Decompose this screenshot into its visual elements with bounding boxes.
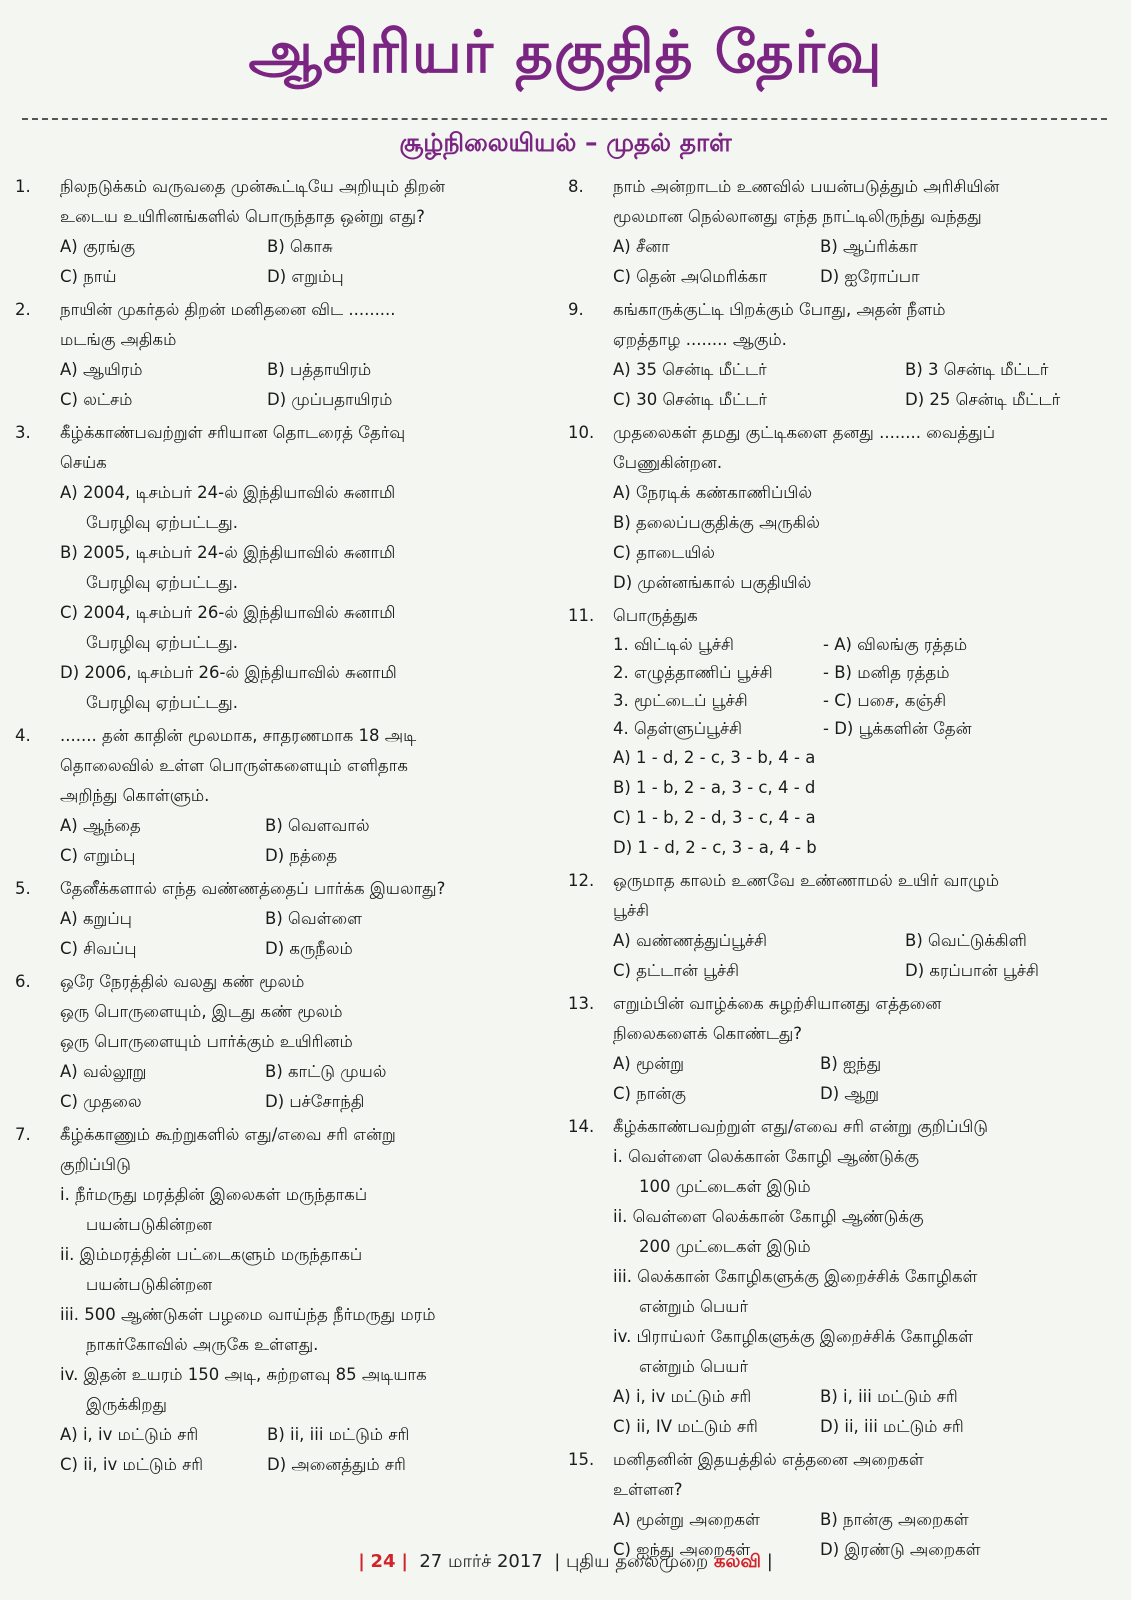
match-row xyxy=(613,715,1108,743)
subject-heading: சூழ்நிலையியல் – முதல் தாள் xyxy=(399,128,732,157)
answer-option: A) நேரடிக் கண்காணிப்பில் xyxy=(613,483,813,502)
answer-option: A) கறுப்பு xyxy=(60,909,132,928)
question-text-line: நிலைகளைக் கொண்டது? xyxy=(613,1024,803,1043)
question-body xyxy=(613,295,1108,415)
option-row xyxy=(613,262,1108,292)
answer-option-cont: பேரழிவு ஏற்பட்டது. xyxy=(86,573,238,592)
answer-option: A) வண்ணத்துப்பூச்சி xyxy=(613,931,768,950)
answer-option: B) 2005, டிசம்பர் 24-ல் இந்தியாவில் சுனாமி xyxy=(60,543,396,562)
answer-option-cont: பேரழிவு ஏற்பட்டது. xyxy=(86,693,238,712)
answer-option: D) கருநீலம் xyxy=(265,939,353,958)
question-text-line: மூலமான நெல்லானது எந்த நாட்டிலிருந்து வந்தது xyxy=(613,207,982,226)
question-text-line: மடங்கு அதிகம் xyxy=(60,330,177,349)
answer-option: B) 3 சென்டி மீட்டர் xyxy=(905,360,1049,379)
answer-option: D) எறும்பு xyxy=(267,267,344,286)
question-body xyxy=(60,721,555,871)
question-text-line: நாயின் முகர்தல் திறன் மனிதனை விட ......... xyxy=(60,300,396,319)
question-body xyxy=(60,172,555,292)
option-row xyxy=(60,841,555,871)
answer-option: D) ஆறு xyxy=(820,1084,880,1103)
answer-option: B) i, iii மட்டும் சரி xyxy=(820,1387,958,1406)
question-block xyxy=(568,866,1108,986)
option-row xyxy=(613,1049,1108,1079)
answer-option: A) மூன்று xyxy=(613,1054,685,1073)
question-block xyxy=(15,1120,555,1480)
answer-option: C) நான்கு xyxy=(613,1084,686,1103)
statement-line-cont: என்றும் பெயர் xyxy=(639,1357,749,1376)
question-number: 8. xyxy=(568,177,584,196)
question-text-line: செய்க xyxy=(60,453,107,472)
option-row xyxy=(60,1087,555,1117)
answer-option: D) 2006, டிசம்பர் 26-ல் இந்தியாவில் சுனாமி xyxy=(60,663,397,682)
statement-line-cont: பயன்படுகின்றன xyxy=(86,1275,213,1294)
answer-option: C) தாடையில் xyxy=(613,543,715,562)
answer-option: D) முப்பதாயிரம் xyxy=(267,390,393,409)
answer-option: A) சீனா xyxy=(613,237,670,256)
question-number: 3. xyxy=(15,423,31,442)
publication-name: புதிய தலைமுறை xyxy=(566,1551,709,1572)
question-number: 4. xyxy=(15,726,31,745)
question-text-line: நிலநடுக்கம் வருவதை முன்கூட்டியே அறியும் திறன் xyxy=(60,177,445,196)
question-block xyxy=(568,418,1108,598)
statement-line-cont: என்றும் பெயர் xyxy=(639,1297,749,1316)
answer-option: C) 2004, டிசம்பர் 26-ல் இந்தியாவில் சுனாமி xyxy=(60,603,396,622)
answer-option: C) தட்டான் பூச்சி xyxy=(613,961,740,980)
question-text-line: கீழ்க்காண்பவற்றுள் எது/எவை சரி என்று குறிப்பிடு xyxy=(613,1117,989,1136)
question-body xyxy=(60,295,555,415)
question-block xyxy=(568,172,1108,292)
statement-line-cont: நாகர்கோவில் அருகே உள்ளது. xyxy=(86,1335,319,1354)
option-row xyxy=(613,1382,1108,1412)
match-left: 3. மூட்டைப் பூச்சி xyxy=(613,691,748,710)
left-column xyxy=(15,172,555,1483)
question-number: 11. xyxy=(568,606,595,625)
answer-option: C) ii, IV மட்டும் சரி xyxy=(613,1417,758,1436)
option-row xyxy=(60,934,555,964)
question-body xyxy=(613,866,1108,986)
question-number: 15. xyxy=(568,1450,595,1469)
question-body xyxy=(613,418,1108,598)
question-number: 6. xyxy=(15,972,31,991)
question-number: 13. xyxy=(568,994,595,1013)
question-body xyxy=(60,418,555,718)
answer-option: A) 35 சென்டி மீட்டர் xyxy=(613,360,767,379)
answer-option: C) எறும்பு xyxy=(60,846,136,865)
match-left: 4. தெள்ளுப்பூச்சி xyxy=(613,719,743,738)
answer-option: C) தென் அமெரிக்கா xyxy=(613,267,768,286)
answer-option: C) ஐந்து அறைகள் xyxy=(613,1540,751,1559)
question-text-line: நாம் அன்றாடம் உணவில் பயன்படுத்தும் அரிசியின் xyxy=(613,177,1000,196)
page-number: 24 xyxy=(370,1551,396,1572)
answer-option: A) 2004, டிசம்பர் 24-ல் இந்தியாவில் சுனாமி xyxy=(60,483,396,502)
issue-date: 27 மார்ச் 2017 xyxy=(419,1551,543,1572)
question-text-line: பொருத்துக xyxy=(613,606,698,625)
answer-option: A) i, iv மட்டும் சரி xyxy=(613,1387,752,1406)
answer-option: A) வல்லூறு xyxy=(60,1062,147,1081)
page-title: ஆசிரியர் தகுதித் தேர்வு xyxy=(248,18,883,86)
answer-option: D) ஐரோப்பா xyxy=(820,267,920,286)
right-column xyxy=(568,172,1108,1568)
statement-line-cont: பயன்படுகின்றன xyxy=(86,1215,213,1234)
question-number: 9. xyxy=(568,300,584,319)
answer-option: B) ஆப்ரிக்கா xyxy=(820,237,918,256)
question-text-line: உடைய உயிரினங்களில் பொருந்தாத ஒன்று எது? xyxy=(60,207,425,226)
question-text-line: ஒரு பொருளையும் பார்க்கும் உயிரினம் xyxy=(60,1032,353,1051)
answer-option: C) முதலை xyxy=(60,1092,142,1111)
question-text-line: உள்ளன? xyxy=(613,1480,683,1499)
option-row xyxy=(613,355,1108,385)
dashed-divider xyxy=(22,118,1107,120)
question-text-line: ஒரு பொருளையும், இடது கண் மூலம் xyxy=(60,1002,343,1021)
answer-option: B) காட்டு முயல் xyxy=(265,1062,387,1081)
statement-line-cont: இருக்கிறது xyxy=(86,1395,167,1414)
question-text-line: ஒரே நேரத்தில் வலது கண் மூலம் xyxy=(60,972,305,991)
answer-option: B) 1 - b, 2 - a, 3 - c, 4 - d xyxy=(613,778,816,797)
match-right: - D) பூக்களின் தேன் xyxy=(823,719,972,738)
answer-option: A) i, iv மட்டும் சரி xyxy=(60,1425,199,1444)
option-row xyxy=(60,385,555,415)
question-text-line: மனிதனின் இதயத்தில் எத்தனை அறைகள் xyxy=(613,1450,924,1469)
question-number: 7. xyxy=(15,1125,31,1144)
question-number: 5. xyxy=(15,879,31,898)
statement-line: iv. பிராய்லர் கோழிகளுக்கு இறைச்சிக் கோழிகள் xyxy=(613,1327,974,1346)
option-row xyxy=(60,262,555,292)
question-block xyxy=(568,989,1108,1109)
question-block xyxy=(568,295,1108,415)
statement-line: i. நீர்மருது மரத்தின் இலைகள் மருந்தாகப் xyxy=(60,1185,368,1204)
answer-option-cont: பேரழிவு ஏற்பட்டது. xyxy=(86,513,238,532)
question-body xyxy=(613,1445,1108,1565)
question-text-line: கங்காருக்குட்டி பிறக்கும் போது, அதன் நீளம் xyxy=(613,300,946,319)
question-text-line: கீழ்க்காண்பவற்றுள் சரியான தொடரைத் தேர்வு xyxy=(60,423,406,442)
question-body xyxy=(613,172,1108,292)
answer-option: D) பச்சோந்தி xyxy=(265,1092,365,1111)
statement-line: iv. இதன் உயரம் 150 அடி, சுற்றளவு 85 அடியாக xyxy=(60,1365,427,1384)
answer-option: A) மூன்று அறைகள் xyxy=(613,1510,760,1529)
option-row xyxy=(60,1057,555,1087)
question-block xyxy=(15,295,555,415)
statement-line: i. வெள்ளை லெக்கான் கோழி ஆண்டுக்கு xyxy=(613,1147,919,1166)
match-right: - A) விலங்கு ரத்தம் xyxy=(823,635,968,654)
option-row xyxy=(613,385,1108,415)
answer-option: B) ஐந்து xyxy=(820,1054,882,1073)
question-block xyxy=(568,1112,1108,1442)
answer-option: D) 25 சென்டி மீட்டர் xyxy=(905,390,1061,409)
question-body xyxy=(60,1120,555,1480)
question-text-line: எறும்பின் வாழ்க்கை சுழற்சியானது எத்தனை xyxy=(613,994,942,1013)
answer-option: A) குரங்கு xyxy=(60,237,136,256)
option-row xyxy=(613,232,1108,262)
answer-option: B) ii, iii மட்டும் சரி xyxy=(267,1425,410,1444)
footer: | 24 | 27 மார்ச் 2017 | புதிய தலைமுறை கல்வி | xyxy=(358,1551,773,1572)
question-number: 10. xyxy=(568,423,595,442)
question-body xyxy=(613,1112,1108,1442)
match-right: - B) மனித ரத்தம் xyxy=(823,663,950,682)
question-text-line: அறிந்து கொள்ளும். xyxy=(60,786,210,805)
question-number: 12. xyxy=(568,871,595,890)
question-text-line: ....... தன் காதின் மூலமாக, சாதரணமாக 18 அடி xyxy=(60,726,417,745)
answer-option: D) அனைத்தும் சரி xyxy=(267,1455,406,1474)
question-block xyxy=(15,967,555,1117)
question-block xyxy=(568,601,1108,863)
statement-line: iii. லெக்கான் கோழிகளுக்கு இறைச்சிக் கோழிகள் xyxy=(613,1267,978,1286)
answer-option: A) 1 - d, 2 - c, 3 - b, 4 - a xyxy=(613,748,816,767)
answer-option: D) இரண்டு அறைகள் xyxy=(820,1540,981,1559)
publication-brand: கல்வி xyxy=(714,1551,761,1572)
statement-line-cont: 100 முட்டைகள் இடும் xyxy=(639,1177,811,1196)
question-number: 14. xyxy=(568,1117,595,1136)
answer-option: C) ii, iv மட்டும் சரி xyxy=(60,1455,204,1474)
answer-option: B) தலைப்பகுதிக்கு அருகில் xyxy=(613,513,820,532)
question-body xyxy=(60,874,555,964)
question-block xyxy=(15,874,555,964)
answer-option: B) வெட்டுக்கிளி xyxy=(905,931,1027,950)
answer-option: D) கரப்பான் பூச்சி xyxy=(905,961,1039,980)
question-block xyxy=(15,172,555,292)
answer-option: D) முன்னங்கால் பகுதியில் xyxy=(613,573,812,592)
question-body xyxy=(613,601,1108,863)
question-text-line: கீழ்க்காணும் கூற்றுகளில் எது/எவை சரி என்று xyxy=(60,1125,396,1144)
match-left: 2. எழுத்தாணிப் பூச்சி xyxy=(613,663,773,682)
question-text-line: பூச்சி xyxy=(613,901,650,920)
question-body xyxy=(60,967,555,1117)
question-body xyxy=(613,989,1108,1109)
option-row xyxy=(613,1505,1108,1535)
match-row xyxy=(613,687,1108,715)
answer-option: C) 1 - b, 2 - d, 3 - c, 4 - a xyxy=(613,808,816,827)
option-row xyxy=(613,1079,1108,1109)
answer-option: C) 30 சென்டி மீட்டர் xyxy=(613,390,768,409)
answer-option: B) நான்கு அறைகள் xyxy=(820,1510,969,1529)
statement-line: iii. 500 ஆண்டுகள் பழமை வாய்ந்த நீர்மருது மரம் xyxy=(60,1305,436,1324)
statement-line: ii. வெள்ளை லெக்கான் கோழி ஆண்டுக்கு xyxy=(613,1207,924,1226)
question-block xyxy=(568,1445,1108,1565)
question-text-line: பேணுகின்றன. xyxy=(613,453,723,472)
question-number: 2. xyxy=(15,300,31,319)
statement-line-cont: 200 முட்டைகள் இடும் xyxy=(639,1237,811,1256)
answer-option: B) வௌவால் xyxy=(265,816,370,835)
match-row xyxy=(613,631,1108,659)
option-row xyxy=(613,1412,1108,1442)
option-row xyxy=(60,904,555,934)
option-row xyxy=(613,926,1108,956)
answer-option: B) கொசு xyxy=(267,237,333,256)
answer-option: D) நத்தை xyxy=(265,846,338,865)
question-text-line: குறிப்பிடு xyxy=(60,1155,131,1174)
option-row xyxy=(60,1450,555,1480)
answer-option: A) ஆந்தை xyxy=(60,816,141,835)
answer-option: B) பத்தாயிரம் xyxy=(267,360,372,379)
answer-option: A) ஆயிரம் xyxy=(60,360,143,379)
answer-option: C) நாய் xyxy=(60,267,117,286)
question-block xyxy=(15,721,555,871)
question-number: 1. xyxy=(15,177,31,196)
option-row xyxy=(613,956,1108,986)
question-text-line: தேனீக்களால் எந்த வண்ணத்தைப் பார்க்க இயலாது? xyxy=(60,879,446,898)
question-text-line: ஒருமாத காலம் உணவே உண்ணாமல் உயிர் வாழும் xyxy=(613,871,1000,890)
statement-line: ii. இம்மரத்தின் பட்டைகளும் மருந்தாகப் xyxy=(60,1245,363,1264)
answer-option: B) வெள்ளை xyxy=(265,909,363,928)
question-text-line: முதலைகள் தமது குட்டிகளை தனது ........ வைத்துப் xyxy=(613,423,996,442)
match-row xyxy=(613,659,1108,687)
match-right: - C) பசை, கஞ்சி xyxy=(823,691,947,710)
match-left: 1. விட்டில் பூச்சி xyxy=(613,635,734,654)
option-row xyxy=(60,355,555,385)
answer-option-cont: பேரழிவு ஏற்பட்டது. xyxy=(86,633,238,652)
answer-option: D) 1 - d, 2 - c, 3 - a, 4 - b xyxy=(613,838,817,857)
answer-option: D) ii, iii மட்டும் சரி xyxy=(820,1417,964,1436)
option-row xyxy=(60,1420,555,1450)
option-row xyxy=(60,232,555,262)
question-block xyxy=(15,418,555,718)
option-row xyxy=(60,811,555,841)
question-text-line: தொலைவில் உள்ள பொருள்களையும் எளிதாக xyxy=(60,756,408,775)
answer-option: C) லட்சம் xyxy=(60,390,133,409)
answer-option: C) சிவப்பு xyxy=(60,939,137,958)
question-text-line: ஏறத்தாழ ........ ஆகும். xyxy=(613,330,787,349)
